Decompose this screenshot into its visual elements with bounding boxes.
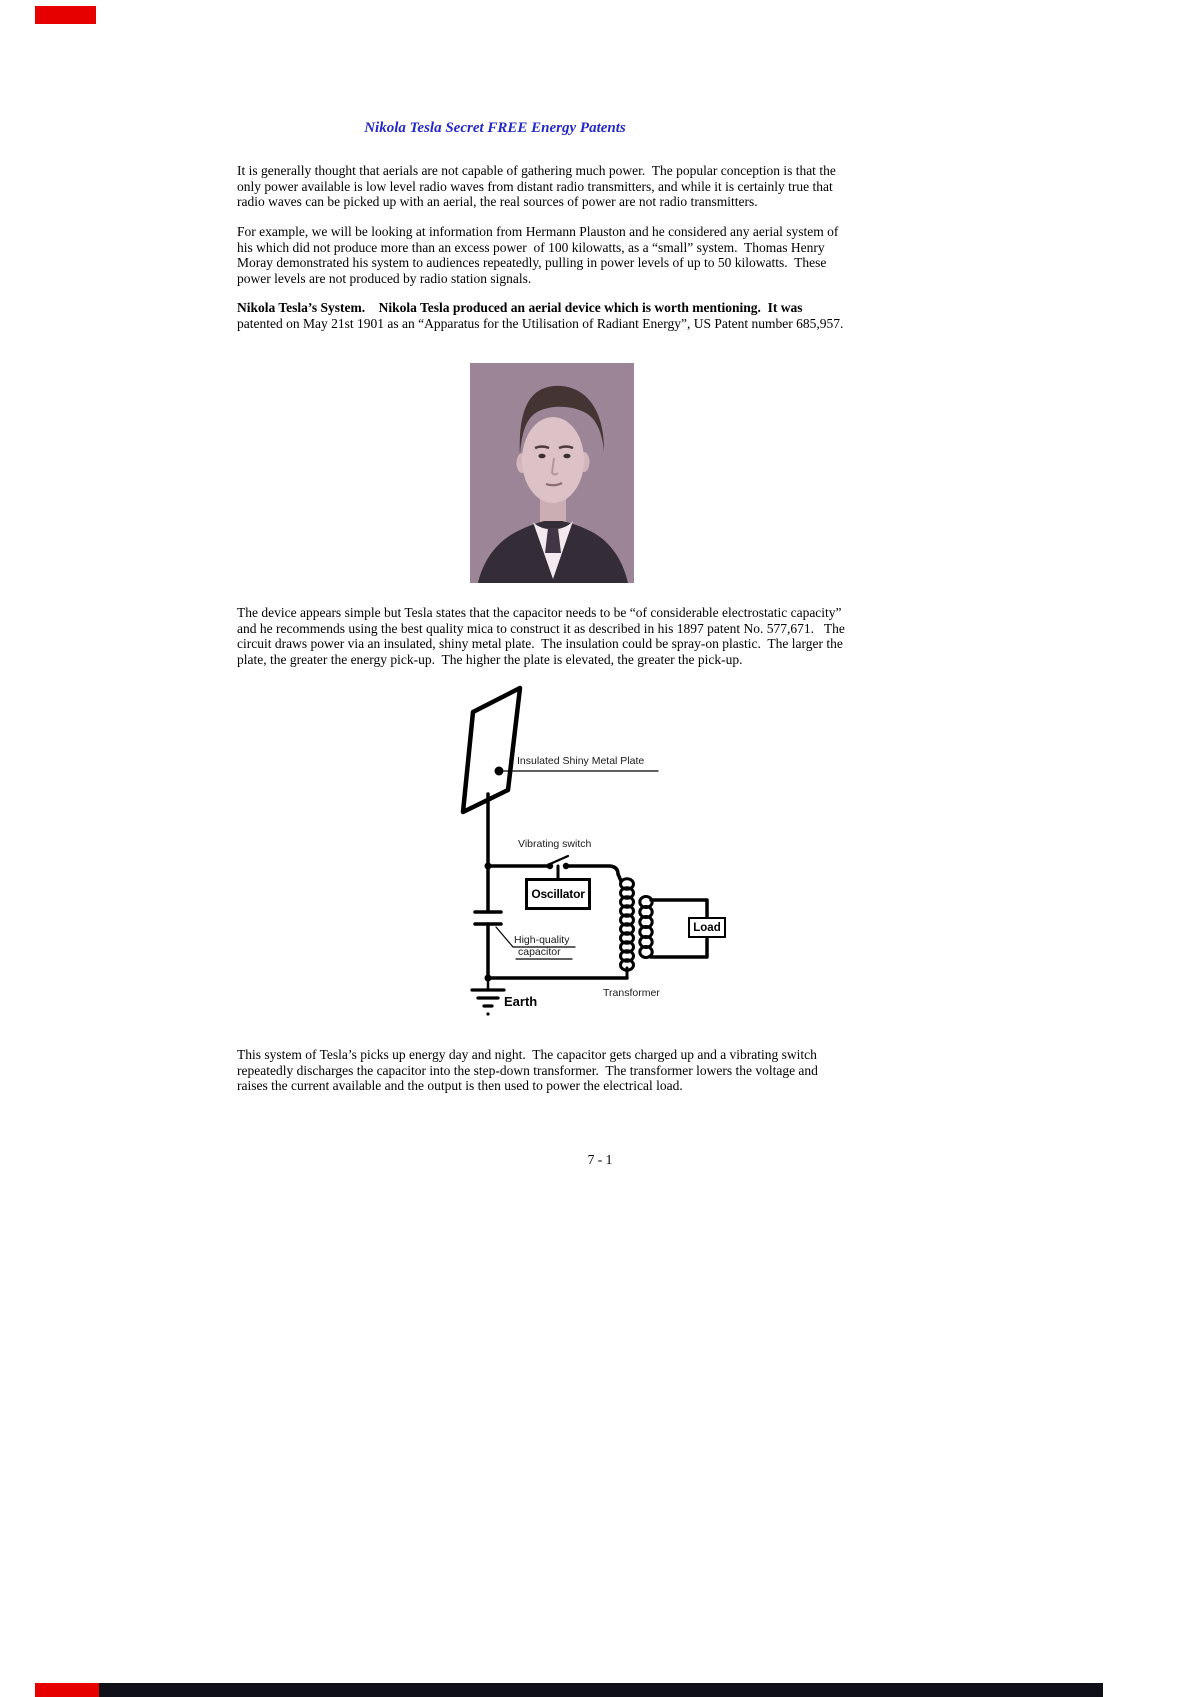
switch-contact-right — [563, 863, 569, 869]
aerial-plate-shape — [463, 688, 520, 812]
transformer-primary-coil — [621, 879, 634, 970]
circuit-diagram-graphic — [425, 680, 735, 1025]
capacitor-symbol — [475, 912, 501, 924]
earth-label: Earth — [504, 994, 538, 1009]
paragraph-plauston-moray: For example, we will be looking at information from Hermann Plauston and he considered any aerial system of his which did not produce more than an excess power of 100 kilowatts, as a “small” system. Thomas Henry Moray demonstrated his system to audiences repeatedly, pulling in power levels of up to 50 kilowatts. These power levels are not produced by radio station signals. — [237, 224, 842, 286]
switch-contact-left — [547, 863, 553, 869]
plate-connection-dot — [495, 767, 504, 776]
top-red-bar — [35, 6, 96, 24]
oscillator-box: Oscillator — [525, 878, 591, 910]
paragraph-system-operation: This system of Tesla’s picks up energy day and night. The capacitor gets charged up and a vibrating switch repeatedly discharges the capacitor into the step-down transformer. The transformer lowers the voltage and raises the current available and the output is then used to power the electrical load. — [237, 1047, 822, 1094]
tesla-portrait-photo — [470, 363, 634, 583]
tesla-portrait-graphic — [470, 363, 634, 583]
load-box: Load — [688, 917, 726, 938]
transformer-label: Transformer — [603, 987, 660, 999]
capacitor-label-line2: capacitor — [518, 946, 561, 958]
junction-dot-top — [485, 863, 492, 870]
circuit-diagram — [425, 680, 735, 1025]
page-title: Nikola Tesla Secret FREE Energy Patents — [364, 120, 626, 136]
paragraph-tesla-system — [237, 300, 851, 331]
plate-label: Insulated Shiny Metal Plate — [517, 755, 645, 767]
capacitor-label-line1: High-quality — [514, 934, 570, 946]
bottom-dark-bar — [99, 1683, 1103, 1697]
tesla-system-patent-text: patented on May 21st 1901 as an “Apparatus for the Utilisation of Radiant Energy”, US Patent number 685,957. — [237, 300, 844, 331]
switch-lever — [550, 856, 568, 864]
ground-tail-dot — [486, 1012, 489, 1015]
vibrating-switch-label: Vibrating switch — [518, 838, 592, 850]
earth-ground-symbol — [472, 978, 504, 1006]
paragraph-aerials-intro: It is generally thought that aerials are not capable of gathering much power. The popular conception is that the only power available is low level radio waves from distant radio transmitters, and while it is certainly true that radio waves can be picked up with an aerial, the real sources of power are not radio transmitters. — [237, 163, 840, 210]
transformer-secondary-coil — [640, 897, 652, 958]
page-number: 7 - 1 — [587, 1152, 613, 1167]
bottom-red-bar — [35, 1683, 99, 1697]
paragraph-device-description: The device appears simple but Tesla states that the capacitor needs to be “of considerable electrostatic capacity” and he recommends using the best quality mica to construct it as described in his 1897 patent No. 577,671. The circuit draws power via an insulated, shiny metal plate. The insulation could be spray-on plastic. The larger the plate, the greater the energy pick-up. The higher the plate is elevated, the greater the pick-up. — [237, 605, 849, 667]
junction-dot-bottom — [485, 975, 492, 982]
tesla-system-heading: Nikola Tesla’s System. Nikola Tesla produced an aerial device which is worth mentioning. It was — [237, 300, 803, 315]
